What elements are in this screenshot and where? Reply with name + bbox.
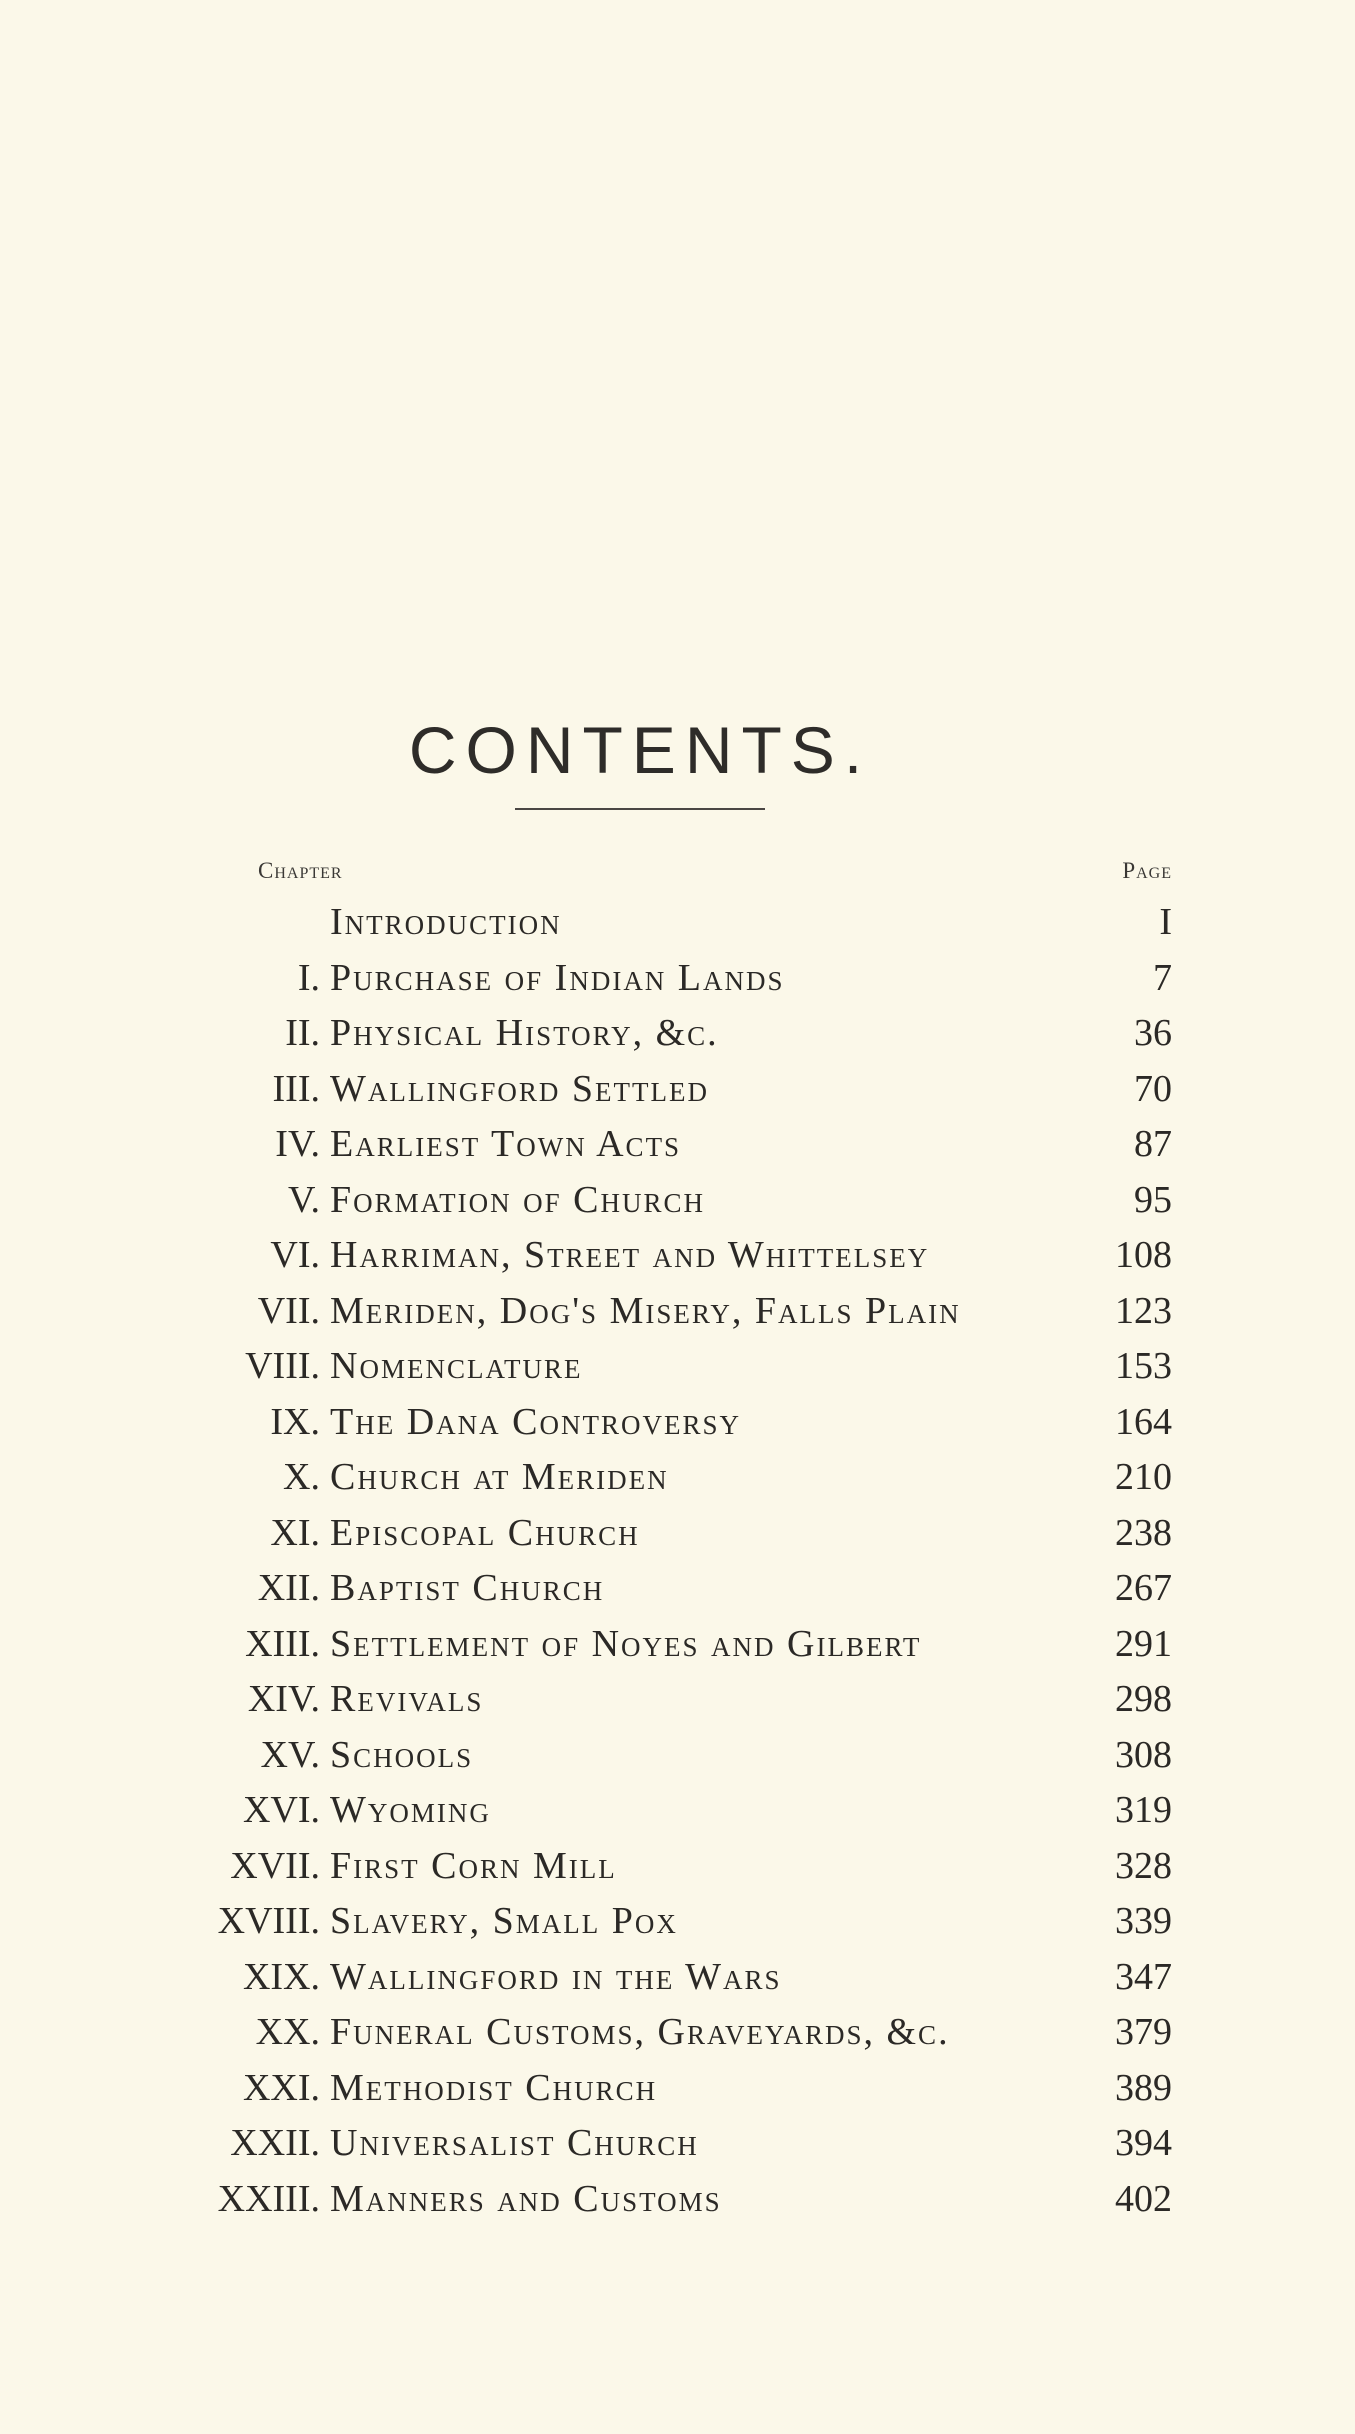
toc-entry (0, 1950, 1355, 2006)
page-number: 123 (1115, 1289, 1172, 1332)
page-number: 87 (1134, 1123, 1172, 1165)
page-number: 95 (1134, 1178, 1172, 1221)
chapter-column-header: Chapter (258, 858, 343, 883)
page-number: 402 (1115, 2177, 1172, 2220)
chapter-title: Methodist Church (330, 2066, 658, 2109)
chapter-number: XIV. (247, 1678, 320, 1720)
chapter-number: VIII. (245, 1345, 320, 1387)
toc-entry (0, 1728, 1355, 1784)
chapter-title: Church at Meriden (330, 1456, 669, 1498)
page-number: 298 (1115, 1678, 1172, 1720)
toc-entry (0, 951, 1355, 1007)
toc-entry (0, 2172, 1355, 2228)
chapter-title: Wallingford in the Wars (330, 1955, 782, 1998)
chapter-number: VI. (270, 1234, 320, 1276)
chapter-number: XXI. (242, 2066, 320, 2109)
chapter-title: Schools (330, 1733, 474, 1776)
toc-entry (0, 1561, 1355, 1617)
chapter-number: XII. (257, 1567, 320, 1609)
toc-entry (0, 1783, 1355, 1839)
page-number: I (1159, 901, 1172, 943)
chapter-number: XXII. (230, 2122, 320, 2164)
toc-entry (0, 1173, 1355, 1229)
page-number: 394 (1115, 2122, 1172, 2164)
chapter-title: Physical History, &c. (330, 1012, 719, 1054)
chapter-title: Formation of Church (330, 1178, 706, 1221)
chapter-number: IX. (270, 1400, 320, 1443)
toc-entry (0, 1450, 1355, 1506)
chapter-number: V. (287, 1178, 320, 1221)
page-number: 70 (1134, 1067, 1172, 1110)
page-number: 36 (1134, 1012, 1172, 1054)
chapter-number: VII. (257, 1289, 320, 1332)
chapter-title: Revivals (330, 1678, 484, 1720)
chapter-title: Wallingford Settled (330, 1067, 709, 1110)
toc-entry (0, 1894, 1355, 1950)
page-number: 291 (1115, 1622, 1172, 1665)
title-divider (515, 808, 765, 810)
page-number: 267 (1115, 1567, 1172, 1609)
page-number: 308 (1115, 1733, 1172, 1776)
page-number: 339 (1115, 1900, 1172, 1942)
chapter-title: Purchase of Indian Lands (330, 956, 785, 999)
toc-entry (0, 1395, 1355, 1451)
toc-entry (0, 1006, 1355, 1062)
page-number: 238 (1115, 1511, 1172, 1554)
chapter-number: XIII. (245, 1622, 320, 1665)
chapter-title: Introduction (330, 901, 562, 943)
page-number: 108 (1115, 1234, 1172, 1276)
chapter-title: Funeral Customs, Graveyards, &c. (330, 2011, 950, 2053)
toc-entry (0, 1062, 1355, 1118)
toc-entry (0, 1672, 1355, 1728)
page-number: 7 (1153, 956, 1172, 999)
toc-entry (0, 1117, 1355, 1173)
chapter-title: Harriman, Street and Whittelsey (330, 1234, 930, 1276)
chapter-title: Universalist Church (330, 2122, 699, 2164)
chapter-number: XVII. (230, 1844, 320, 1887)
toc-entry (0, 2061, 1355, 2117)
toc-entry (0, 2116, 1355, 2172)
chapter-number: XX. (255, 2011, 320, 2053)
chapter-number: III. (272, 1067, 320, 1110)
toc-entry (0, 1228, 1355, 1284)
chapter-title: Meriden, Dog's Misery, Falls Plain (330, 1289, 961, 1332)
chapter-title: Slavery, Small Pox (330, 1900, 678, 1942)
chapter-number: IV. (275, 1123, 320, 1165)
toc-entry (0, 1284, 1355, 1340)
toc-entry (0, 1339, 1355, 1395)
chapter-number: XI. (270, 1511, 320, 1554)
page-number: 328 (1115, 1844, 1172, 1887)
page-column-header: Page (1122, 858, 1172, 883)
toc-entry (0, 1617, 1355, 1673)
table-of-contents (0, 895, 1355, 2227)
toc-entry (0, 1506, 1355, 1562)
chapter-title: Wyoming (330, 1789, 491, 1831)
chapter-number: X. (283, 1456, 320, 1498)
chapter-number: XVI. (242, 1789, 320, 1831)
chapter-title: Nomenclature (330, 1345, 583, 1387)
chapter-title: Baptist Church (330, 1567, 605, 1609)
page-number: 347 (1115, 1955, 1172, 1998)
page-title: CONTENTS. (408, 713, 872, 788)
toc-entry (0, 895, 1355, 951)
page-number: 319 (1115, 1789, 1172, 1831)
page-number: 164 (1115, 1400, 1172, 1443)
page-number: 379 (1115, 2011, 1172, 2053)
toc-entry (0, 1839, 1355, 1895)
page-number: 210 (1115, 1456, 1172, 1498)
chapter-number: XVIII. (217, 1900, 320, 1942)
chapter-number: II. (285, 1012, 320, 1054)
chapter-title: Settlement of Noyes and Gilbert (330, 1622, 922, 1665)
chapter-number: I. (297, 956, 320, 999)
chapter-title: The Dana Controversy (330, 1400, 741, 1443)
page-number: 153 (1115, 1345, 1172, 1387)
chapter-title: Episcopal Church (330, 1511, 640, 1554)
chapter-number: XV. (260, 1733, 320, 1776)
page-number: 389 (1115, 2066, 1172, 2109)
chapter-title: First Corn Mill (330, 1844, 617, 1887)
chapter-number: XIX. (242, 1955, 320, 1998)
toc-entry (0, 2005, 1355, 2061)
chapter-number: XXIII. (217, 2177, 320, 2220)
chapter-title: Earliest Town Acts (330, 1123, 682, 1165)
chapter-title: Manners and Customs (330, 2177, 722, 2220)
